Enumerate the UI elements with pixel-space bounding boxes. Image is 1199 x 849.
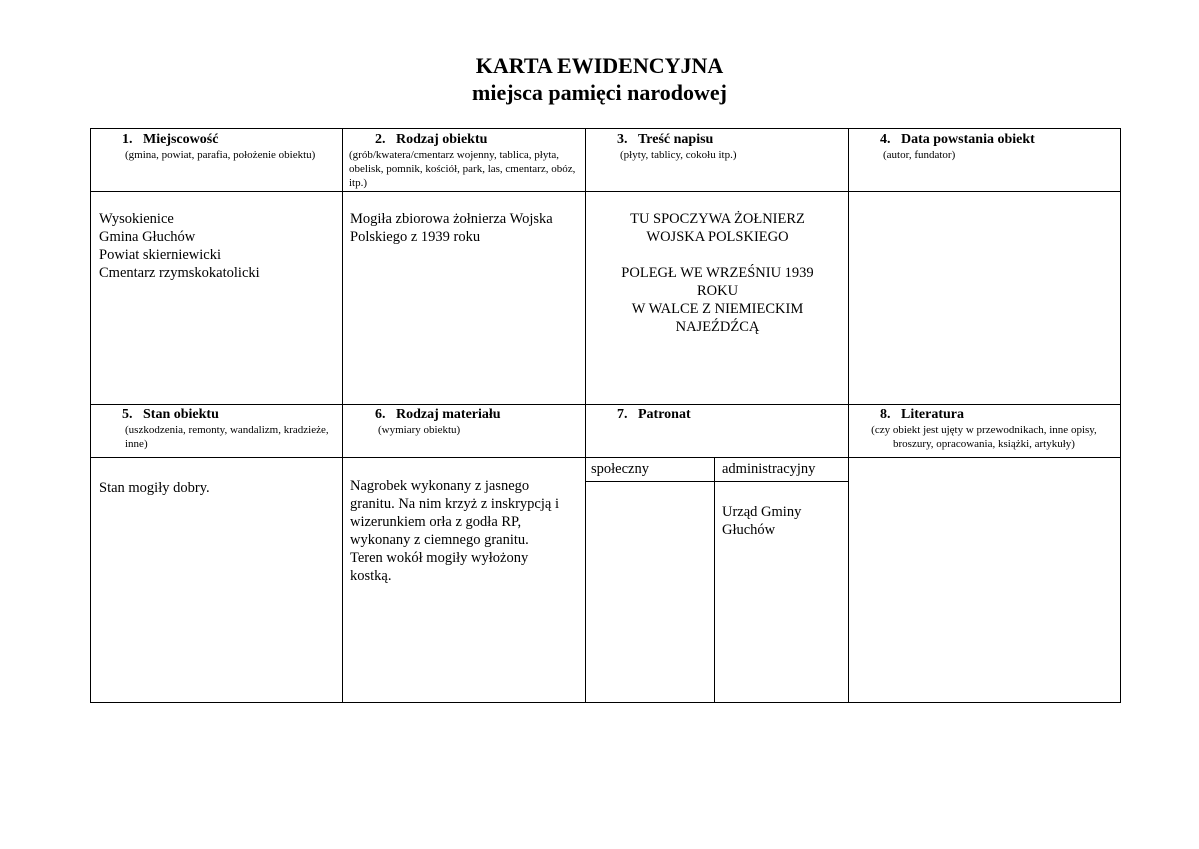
inscription-text [590,210,845,336]
material-line: Nagrobek wykonany z jasnego [350,478,530,494]
header-cell-condition [122,406,337,451]
header-cell-object-type [349,131,580,190]
location-line: Cmentarz rzymskokatolicki [99,265,260,281]
header-cell-inscription [617,131,837,162]
header-number: 2. [375,132,386,147]
patronage-social-label: społeczny [591,461,649,477]
inscription-line: ROKU [696,283,739,299]
material-line: wizerunkiem orła z godła RP, [350,514,522,530]
header-number: 5. [122,407,133,422]
material-line: granitu. Na nim krzyż z inskrypcją i [350,496,559,512]
material-line: Teren wokół mogiły wyłożony [350,550,529,566]
condition-text: Stan mogiły dobry. [99,480,210,496]
header-description: (płyty, tablicy, cokołu itp.) [620,149,737,161]
location-line: Gmina Głuchów [99,229,196,245]
header-title: Data powstania obiekt [901,132,1035,147]
material-line: wykonany z ciemnego granitu. [350,532,529,548]
header-number: 6. [375,407,386,422]
header-title: Literatura [901,407,964,422]
header-cell-literature [850,406,1118,451]
patronage-admin-value [722,503,842,539]
document-title: KARTA EWIDENCYJNA [475,53,724,78]
header-cell-date [880,131,1115,162]
header-title: Stan obiektu [143,407,219,422]
inscription-line: NAJEŹDŹCĄ [675,319,760,335]
header-description: (grób/kwatera/cmentarz wojenny, tablica, płyta, obelisk, pomnik, kościół, park, las, cmentarz, obóz, itp.) [349,149,576,189]
header-number: 8. [880,407,891,422]
header-description: (wymiary obiektu) [378,424,461,436]
header-number: 1. [122,132,133,147]
header-description: (autor, fundator) [883,149,956,161]
patronage-admin-label: administracyjny [722,461,816,477]
header-number: 4. [880,132,891,147]
header-cell-location [122,131,322,162]
header-title: Rodzaj materiału [396,407,501,422]
header-number: 7. [617,407,628,422]
inscription-line: TU SPOCZYWA ŻOŁNIERZ [630,211,805,227]
header-cell-patronage [617,406,837,423]
header-title: Treść napisu [638,132,714,147]
location-line: Powiat skierniewicki [99,247,222,263]
inscription-line: W WALCE Z NIEMIECKIM [631,301,804,317]
header-title: Patronat [638,407,691,422]
header-title: Miejscowość [143,132,219,147]
header-description: (uszkodzenia, remonty, wandalizm, kradzieże, inne) [125,424,329,450]
header-cell-material [375,406,580,437]
material-line: kostką. [350,568,392,584]
object-type-text: Mogiła zbiorowa żołnierza Wojska Polskiego z 1939 roku [350,211,553,245]
header-number: 3. [617,132,628,147]
patronage-admin-line: Głuchów [722,522,776,538]
material-text [350,477,585,585]
location-text [99,210,337,282]
header-description: (czy obiekt jest ujęty w przewodnikach, inne opisy, broszury, opracowania, książki, artykuły) [871,424,1097,450]
document-subtitle: miejsca pamięci narodowej [472,80,727,105]
header-title: Rodzaj obiektu [396,132,488,147]
inscription-line: WOJSKA POLSKIEGO [646,229,789,245]
header-description: (gmina, powiat, parafia, położenie obiektu) [125,149,316,161]
inscription-line: POLEGŁ WE WRZEŚNIU 1939 [621,265,814,281]
patronage-admin-line: Urząd Gminy [722,504,802,520]
location-line: Wysokienice [99,211,174,227]
